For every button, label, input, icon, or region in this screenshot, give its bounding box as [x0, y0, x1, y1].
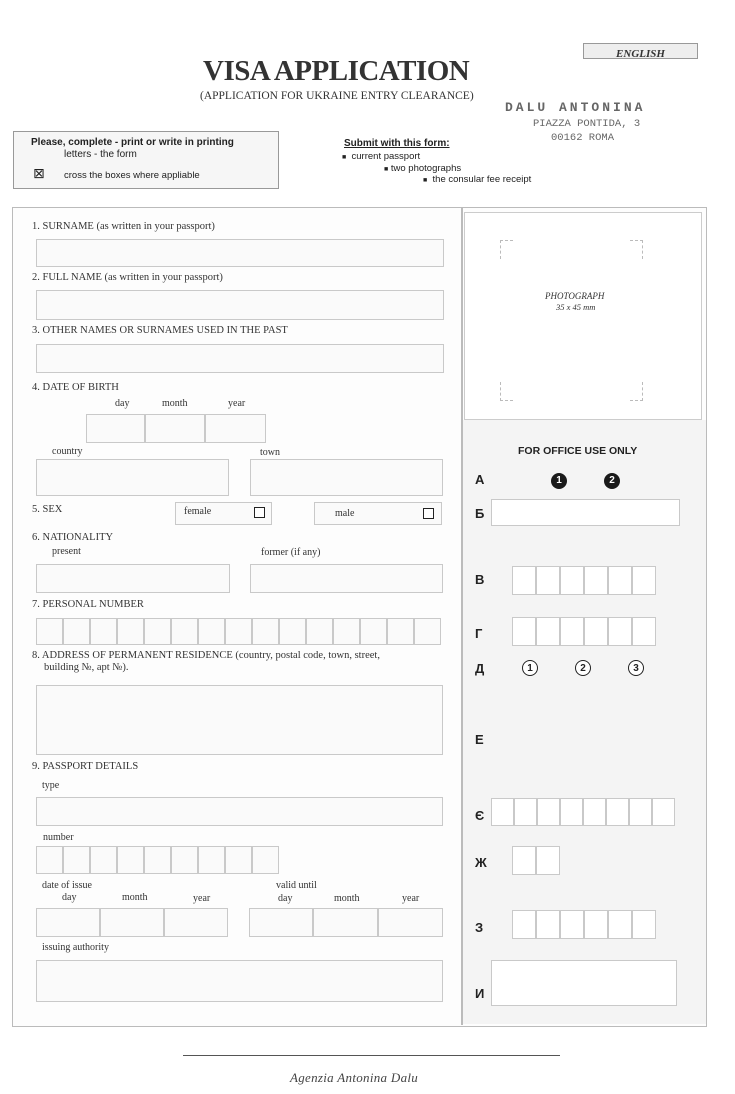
input-cell[interactable] — [491, 798, 514, 826]
address-label: 8. ADDRESS OF PERMANENT RESIDENCE (country, postal code, town, street, — [32, 650, 380, 661]
full-name-label: 2. FULL NAME (as written in your passport) — [32, 272, 223, 283]
dob-month-label: month — [162, 398, 188, 409]
valid-until-label: valid until — [276, 880, 317, 891]
personal-number-input[interactable] — [36, 618, 441, 645]
input-cell[interactable] — [90, 618, 117, 645]
input-cell[interactable] — [198, 846, 225, 874]
office-option-d3[interactable]: 3 — [628, 660, 644, 676]
input-cell[interactable] — [360, 618, 387, 645]
input-cell[interactable] — [512, 910, 536, 939]
photo-corner — [630, 240, 643, 259]
passport-type-label: type — [42, 780, 60, 791]
sex-male-label: male — [335, 508, 355, 519]
input-cell[interactable] — [608, 910, 632, 939]
office-row-i: И — [475, 986, 485, 1001]
input-cell[interactable] — [225, 618, 252, 645]
surname-input[interactable] — [36, 239, 444, 267]
other-names-label: 3. OTHER NAMES OR SURNAMES USED IN THE PAST — [32, 325, 288, 336]
submit-item: ■ the consular fee receipt — [423, 174, 532, 185]
issue-day-input[interactable] — [36, 908, 100, 937]
birth-country-label: country — [52, 446, 83, 457]
input-cell[interactable] — [632, 566, 656, 595]
input-cell[interactable] — [560, 566, 584, 595]
office-field-ye[interactable] — [491, 798, 675, 826]
input-cell[interactable] — [536, 846, 560, 875]
input-cell[interactable] — [279, 618, 306, 645]
input-cell[interactable] — [117, 846, 144, 874]
photo-corner — [630, 382, 643, 401]
issue-year-label: year — [193, 893, 211, 904]
input-cell[interactable] — [144, 846, 171, 874]
input-cell[interactable] — [560, 910, 584, 939]
full-name-input[interactable] — [36, 290, 444, 320]
input-cell[interactable] — [608, 617, 632, 646]
language-badge — [583, 43, 698, 59]
dob-day-input[interactable] — [86, 414, 145, 443]
photo-label: PHOTOGRAPH — [545, 291, 605, 301]
instructions-box — [13, 131, 279, 189]
sex-label: 5. SEX — [32, 504, 63, 515]
nationality-former-label: former (if any) — [261, 547, 321, 558]
address-input[interactable] — [36, 685, 443, 755]
input-cell[interactable] — [560, 798, 583, 826]
office-field-v[interactable] — [512, 566, 656, 595]
input-cell[interactable] — [252, 846, 279, 874]
office-row-ye: Є — [475, 808, 485, 823]
office-option-a1[interactable]: 1 — [551, 473, 567, 489]
stamp-street: PIAZZA PONTIDA, 3 — [533, 118, 641, 130]
submit-item: ■ two photographs — [384, 163, 462, 174]
input-cell[interactable] — [514, 798, 537, 826]
valid-month-label: month — [334, 893, 360, 904]
valid-month-input[interactable] — [313, 908, 378, 937]
input-cell[interactable] — [63, 618, 90, 645]
issue-month-label: month — [122, 892, 148, 903]
input-cell[interactable] — [306, 618, 333, 645]
passport-type-input[interactable] — [36, 797, 443, 826]
valid-day-label: day — [278, 893, 293, 904]
input-cell[interactable] — [536, 910, 560, 939]
valid-year-label: year — [402, 893, 420, 904]
input-cell[interactable] — [537, 798, 560, 826]
office-use-heading: FOR OFFICE USE ONLY — [518, 445, 638, 457]
office-field-g[interactable] — [512, 617, 656, 646]
issuing-authority-label: issuing authority — [42, 942, 109, 953]
issue-date-label: date of issue — [42, 880, 92, 891]
valid-day-input[interactable] — [249, 908, 313, 937]
input-cell[interactable] — [36, 618, 63, 645]
office-row-e: Е — [475, 732, 484, 747]
input-cell[interactable] — [583, 798, 606, 826]
input-cell[interactable] — [512, 846, 536, 875]
issue-year-input[interactable] — [164, 908, 228, 937]
input-cell[interactable] — [387, 618, 414, 645]
office-row-v: В — [475, 572, 485, 587]
office-row-d: Д — [475, 661, 485, 676]
nationality-label: 6. NATIONALITY — [32, 532, 114, 543]
submit-item: ■ current passport — [342, 151, 421, 162]
valid-year-input[interactable] — [378, 908, 443, 937]
input-cell[interactable] — [512, 617, 536, 646]
input-cell[interactable] — [584, 617, 608, 646]
passport-number-label: number — [43, 832, 74, 843]
sex-female-checkbox[interactable] — [254, 507, 265, 518]
input-cell[interactable] — [512, 566, 536, 595]
input-cell[interactable] — [252, 618, 279, 645]
input-cell[interactable] — [652, 798, 675, 826]
office-row-b: Б — [475, 506, 485, 521]
passport-label: 9. PASSPORT DETAILS — [32, 761, 139, 772]
personal-number-label: 7. PERSONAL NUMBER — [32, 599, 144, 610]
office-field-zh[interactable] — [512, 846, 560, 875]
page-title: VISA APPLICATION — [203, 55, 470, 87]
sex-male-checkbox[interactable] — [423, 508, 434, 519]
office-row-zh: Ж — [475, 855, 487, 870]
nationality-present-input[interactable] — [36, 564, 230, 593]
footer-rule — [183, 1055, 560, 1056]
page-subtitle: (APPLICATION FOR UKRAINE ENTRY CLEARANCE) — [200, 90, 474, 102]
office-field-z[interactable] — [512, 910, 656, 939]
input-cell[interactable] — [90, 846, 117, 874]
language-badge-label: ENGLISH — [616, 48, 665, 60]
instructions-line2: letters - the form — [64, 149, 137, 160]
office-field-b[interactable] — [491, 499, 680, 526]
office-row-g: Г — [475, 626, 483, 641]
cross-box-icon: ⊠ — [33, 166, 45, 182]
other-names-input[interactable] — [36, 344, 444, 373]
input-cell[interactable] — [606, 798, 629, 826]
input-cell[interactable] — [536, 566, 560, 595]
input-cell[interactable] — [36, 846, 63, 874]
input-cell[interactable] — [333, 618, 360, 645]
input-cell[interactable] — [63, 846, 90, 874]
birth-town-input[interactable] — [250, 459, 443, 496]
dob-label: 4. DATE OF BIRTH — [32, 382, 119, 393]
input-cell[interactable] — [198, 618, 225, 645]
office-field-i[interactable] — [491, 960, 677, 1006]
input-cell[interactable] — [632, 617, 656, 646]
photo-size: 35 x 45 mm — [556, 302, 596, 312]
address-label-line2: building №, apt №). — [44, 662, 129, 673]
issue-month-input[interactable] — [100, 908, 164, 937]
dob-month-input[interactable] — [145, 414, 205, 443]
nationality-former-input[interactable] — [250, 564, 443, 593]
cross-instruction: cross the boxes where appliable — [64, 170, 200, 181]
input-cell[interactable] — [632, 910, 656, 939]
photo-corner — [500, 382, 513, 401]
submit-heading: Submit with this form: — [344, 138, 450, 149]
issuing-authority-input[interactable] — [36, 960, 443, 1002]
input-cell[interactable] — [414, 618, 441, 645]
input-cell[interactable] — [560, 617, 584, 646]
birth-town-label: town — [260, 447, 280, 458]
input-cell[interactable] — [536, 617, 560, 646]
agency-stamp — [505, 100, 675, 144]
input-cell[interactable] — [117, 618, 144, 645]
office-row-z: З — [475, 920, 484, 935]
issue-day-label: day — [62, 892, 77, 903]
dob-day-label: day — [115, 398, 130, 409]
input-cell[interactable] — [629, 798, 652, 826]
surname-label: 1. SURNAME (as written in your passport) — [32, 221, 215, 232]
office-row-a: А — [475, 472, 485, 487]
input-cell[interactable] — [608, 566, 632, 595]
dob-year-input[interactable] — [205, 414, 266, 443]
office-option-a2[interactable]: 2 — [604, 473, 620, 489]
birth-country-input[interactable] — [36, 459, 229, 496]
instructions-line1: Please, complete - print or write in printing — [31, 137, 234, 148]
stamp-city: 00162 ROMA — [551, 132, 615, 144]
input-cell[interactable] — [584, 566, 608, 595]
dob-year-label: year — [228, 398, 246, 409]
input-cell[interactable] — [171, 618, 198, 645]
stamp-name: DALU ANTONINA — [505, 100, 646, 115]
photo-corner — [500, 240, 513, 259]
input-cell[interactable] — [225, 846, 252, 874]
sex-female-label: female — [184, 506, 212, 517]
input-cell[interactable] — [144, 618, 171, 645]
footer-agency: Agenzia Antonina Dalu — [290, 1070, 419, 1085]
office-option-d2[interactable]: 2 — [575, 660, 591, 676]
passport-number-input[interactable] — [36, 846, 279, 874]
input-cell[interactable] — [171, 846, 198, 874]
input-cell[interactable] — [584, 910, 608, 939]
office-option-d1[interactable]: 1 — [522, 660, 538, 676]
nationality-present-label: present — [52, 546, 81, 557]
